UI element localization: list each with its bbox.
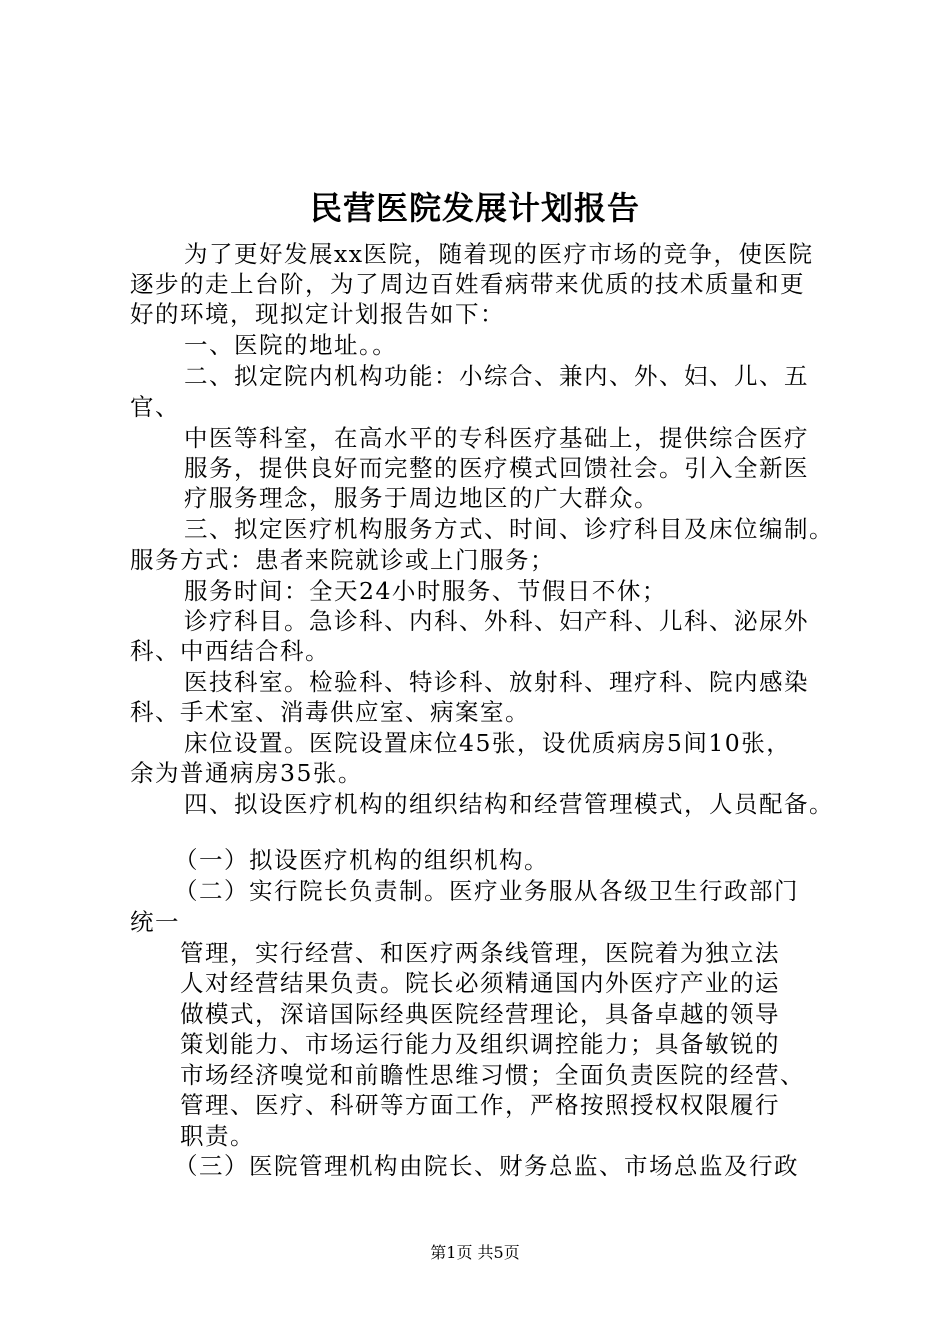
paragraph-line: 中医等科室，在高水平的专科医疗基础上，提供综合医疗 xyxy=(184,424,809,452)
paragraph-line: 人对经营结果负责。院长必须精通国内外医疗产业的运 xyxy=(180,969,780,997)
paragraph-line: 好的环境，现拟定计划报告如下： xyxy=(130,300,505,328)
paragraph-line: 二、拟定院内机构功能：小综合、兼内、外、妇、儿、五 xyxy=(184,362,809,390)
paragraph-line: 策划能力、市场运行能力及组织调控能力；具备敏锐的 xyxy=(180,1030,780,1058)
paragraph-line: 科、中西结合科。 xyxy=(130,637,330,665)
paragraph-line: 一、医院的地址。。 xyxy=(184,331,398,359)
paragraph-line: 服务方式：患者来院就诊或上门服务； xyxy=(130,546,555,574)
paragraph-line: 官、 xyxy=(130,393,180,421)
paragraph-line: （二）实行院长负责制。医疗业务服从各级卫生行政部门 xyxy=(174,877,799,905)
paragraph-line: （三）医院管理机构由院长、财务总监、市场总监及行政 xyxy=(174,1152,799,1180)
paragraph-line: 职责。 xyxy=(180,1122,255,1150)
paragraph-line: 做模式，深谙国际经典医院经营理论，具备卓越的领导 xyxy=(180,1000,780,1028)
paragraph-line: 四、拟设医疗机构的组织结构和经营管理模式，人员配备。 xyxy=(184,790,834,818)
paragraph-line: 医技科室。检验科、特诊科、放射科、理疗科、院内感染 xyxy=(184,668,809,696)
paragraph-line: 服务，提供良好而完整的医疗模式回馈社会。引入全新医 xyxy=(184,454,809,482)
paragraph-line: 疗服务理念，服务于周边地区的广大群众。 xyxy=(184,484,659,512)
paragraph-line: 科、手术室、消毒供应室、病案室。 xyxy=(130,698,530,726)
document-title: 民营医院发展计划报告 xyxy=(309,189,640,227)
paragraph-line: 服务时间：全天24小时服务、节假日不休； xyxy=(184,577,667,605)
paragraph-line: 统一 xyxy=(130,908,180,936)
page-footer: 第1页 共5页 xyxy=(430,1243,520,1262)
paragraph-line: 三、拟定医疗机构服务方式、时间、诊疗科目及床位编制。 xyxy=(184,515,834,543)
paragraph-line: 管理、医疗、科研等方面工作，严格按照授权权限履行 xyxy=(180,1091,780,1119)
paragraph-line: 逐步的走上台阶，为了周边百姓看病带来优质的技术质量和更 xyxy=(130,270,805,298)
paragraph-line: 为了更好发展xx医院，随着现的医疗市场的竞争，使医院 xyxy=(184,240,814,268)
paragraph-line: 余为普通病房35张。 xyxy=(130,759,363,787)
paragraph-line: 管理，实行经营、和医疗两条线管理，医院着为独立法 xyxy=(180,939,780,967)
paragraph-line: 床位设置。医院设置床位45张，设优质病房5间10张， xyxy=(184,729,792,757)
paragraph-line: 市场经济嗅觉和前瞻性思维习惯；全面负责医院的经营、 xyxy=(180,1061,805,1089)
paragraph-line: （一）拟设医疗机构的组织机构。 xyxy=(174,846,549,874)
paragraph-line: 诊疗科目。急诊科、内科、外科、妇产科、儿科、泌尿外 xyxy=(184,607,809,635)
